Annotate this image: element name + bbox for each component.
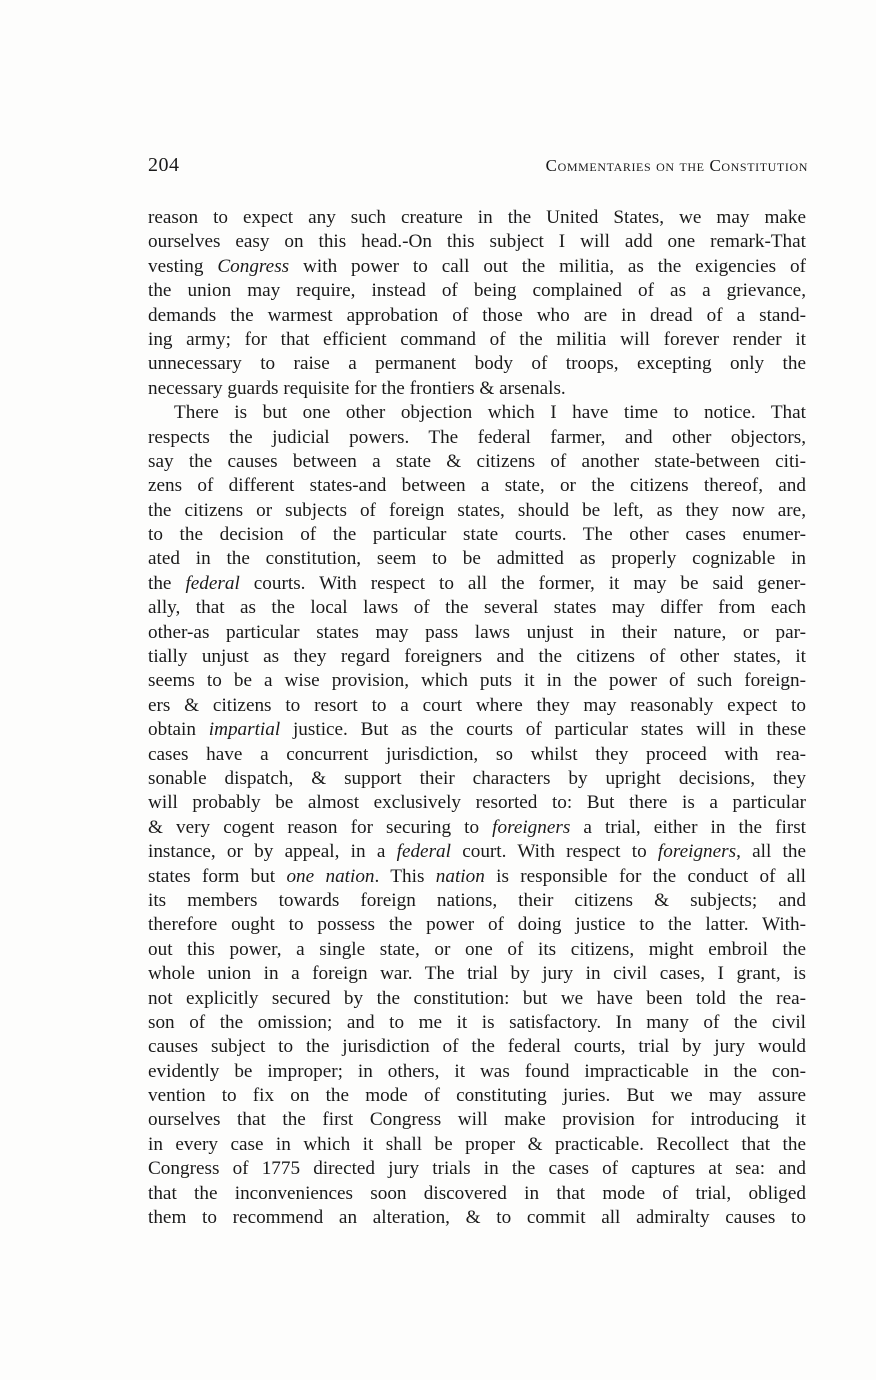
text-fragment: with power to call out the militia, as the exigencies of [289,255,806,277]
text-fragment: the [148,572,186,594]
text-line [148,1157,806,1181]
text-fragment: evidently be improper; in others, it was found impracticable in the con- [148,1060,806,1082]
text-line [148,1011,806,1035]
text-fragment: son of the omission; and to me it is satisfactory. In many of the civil [148,1011,806,1033]
text-fragment: , all the [736,841,806,863]
text-line [148,1060,806,1084]
text-line [148,426,806,450]
text-line [148,1206,806,1230]
text-line [148,1108,806,1132]
italic-text: Congress [217,255,290,277]
text-line [148,987,806,1011]
text-fragment: other-as particular states may pass laws unjust in their nature, or par- [148,621,806,643]
body-text [148,206,806,1230]
text-line [148,450,806,474]
text-fragment: states form but [148,865,287,887]
text-fragment: in every case in which it shall be proper & practicable. Recollect that the [148,1133,806,1155]
text-fragment: seems to be a wise provision, which puts it in the power of such foreign- [148,670,806,692]
text-line [148,962,806,986]
italic-text: foreigners [492,816,571,838]
text-fragment: cases have a concurrent jurisdiction, so whilst they proceed with rea- [148,743,806,765]
text-fragment: demands the warmest approbation of those who are in dread of a stand- [148,304,806,326]
text-fragment: its members towards foreign nations, their citizens & subjects; and [148,889,806,911]
running-head: Commentaries on the Constitution [545,156,808,175]
text-fragment: & very cogent reason for securing to [148,816,493,838]
text-fragment: justice. But as the courts of particular states will in these [280,719,806,741]
text-line [148,694,806,718]
text-line [148,767,806,791]
text-fragment: causes subject to the jurisdiction of the federal courts, trial by jury would [148,1036,806,1058]
text-line [148,1133,806,1157]
text-fragment: necessary guards requisite for the frontiers & arsenals. [148,377,566,399]
text-line [148,255,806,279]
text-fragment: say the causes between a state & citizens of another state-between citi- [148,450,806,472]
text-fragment: out this power, a single state, or one of its citizens, might embroil the [148,938,806,960]
italic-text: one nation [286,865,375,887]
text-line [148,401,806,425]
italic-text: nation [435,865,485,887]
text-line [148,596,806,620]
text-fragment: ing army; for that efficient command of the militia will forever render it [148,328,806,350]
text-line [148,938,806,962]
text-line [148,718,806,742]
text-line [148,816,806,840]
text-fragment: ally, that as the local laws of the several states may differ from each [148,597,806,619]
text-line [148,547,806,571]
text-fragment: obtain [148,719,209,741]
text-fragment: a trial, either in the first [570,816,806,838]
text-fragment: . This [374,865,436,887]
text-fragment: vention to fix on the mode of constituting juries. But we may assure [148,1085,806,1107]
text-fragment: respects the judicial powers. The federal farmer, and other objectors, [148,426,806,448]
text-fragment: them to recommend an alteration, & to commit all admiralty causes to [148,1207,806,1229]
text-fragment: ourselves easy on this head.-On this subject I will add one remark-That [148,231,806,253]
text-line [148,621,806,645]
text-line [148,377,806,401]
text-fragment: zens of different states-and between a state, or the citizens thereof, and [148,475,806,497]
text-line [148,645,806,669]
text-line [148,352,806,376]
text-fragment: Congress of 1775 directed jury trials in the cases of captures at sea: and [148,1158,806,1180]
italic-text: foreigners [657,841,737,863]
text-line [148,865,806,889]
text-fragment: will probably be almost exclusively resorted to: But there is a particular [148,792,806,814]
italic-text: federal [185,572,240,594]
text-line [148,499,806,523]
text-line [148,572,806,596]
text-fragment: ated in the constitution, seem to be admitted as properly cognizable in [148,548,806,570]
text-line [148,913,806,937]
text-fragment: courts. With respect to all the former, it may be said gener- [239,572,806,594]
text-fragment: whole union in a foreign war. The trial by jury in civil cases, I grant, is [148,963,806,985]
text-fragment: vesting [148,255,218,277]
text-fragment: not explicitly secured by the constitution: but we have been told the rea- [148,987,806,1009]
text-line [148,889,806,913]
page-header [148,154,808,184]
text-fragment: unnecessary to raise a permanent body of troops, excepting only the [148,353,806,375]
text-fragment: is responsible for the conduct of all [484,865,806,887]
italic-text: impartial [208,719,281,741]
text-line [148,279,806,303]
text-line [148,328,806,352]
text-line [148,1035,806,1059]
text-line [148,230,806,254]
text-line [148,840,806,864]
text-fragment: the citizens or subjects of foreign states, should be left, as they now are, [148,499,806,521]
text-fragment: ers & citizens to resort to a court where they may reasonably expect to [148,694,806,716]
text-line [148,304,806,328]
text-line [148,669,806,693]
text-fragment: instance, or by appeal, in a [148,841,397,863]
text-fragment: the union may require, instead of being complained of as a grievance, [148,280,806,302]
text-line [148,206,806,230]
text-fragment: therefore ought to possess the power of doing justice to the latter. With- [148,914,806,936]
text-line [148,1084,806,1108]
text-fragment: ourselves that the first Congress will make provision for introducing it [148,1109,806,1131]
text-fragment: court. With respect to [450,841,658,863]
text-line [148,1182,806,1206]
italic-text: federal [396,841,451,863]
text-line [148,743,806,767]
text-fragment: tially unjust as they regard foreigners and the citizens of other states, it [148,646,806,668]
text-fragment: to the decision of the particular state courts. The other cases enumer- [148,524,806,546]
text-fragment: sonable dispatch, & support their characters by upright decisions, they [148,767,806,789]
text-fragment: that the inconveniences soon discovered in that mode of trial, obliged [148,1182,806,1204]
text-line [148,791,806,815]
text-fragment: There is but one other objection which I have time to notice. That [174,402,806,424]
page-number: 204 [148,154,180,176]
text-line [148,474,806,498]
text-fragment: reason to expect any such creature in the United States, we may make [148,207,806,228]
text-line [148,523,806,547]
